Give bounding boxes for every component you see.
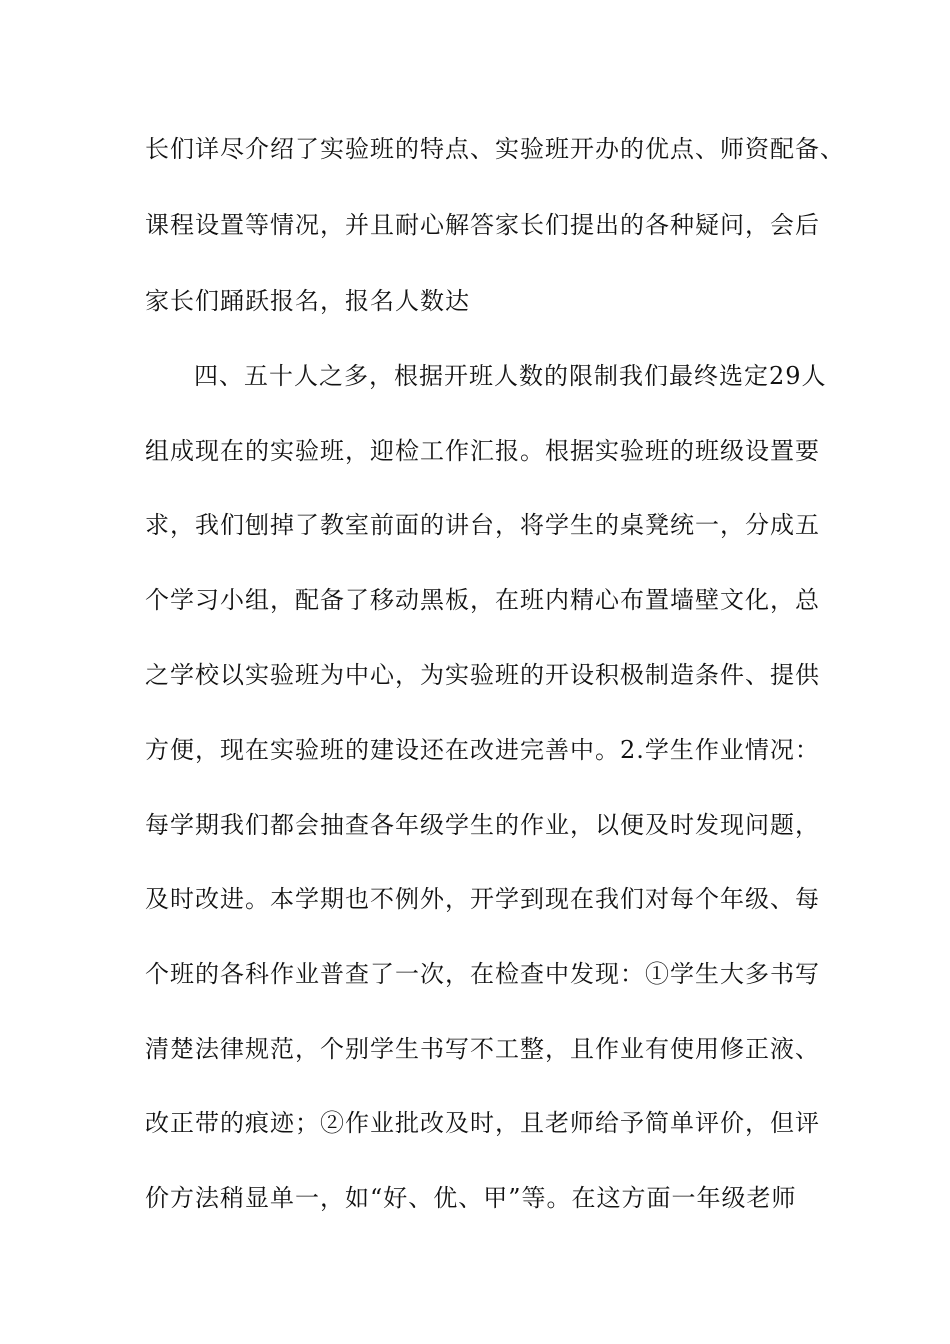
text-line: 价方法稍显单一，如“好、优、甲”等。在这方面一年级老师 [145, 1184, 797, 1212]
text-line: 改正带的痕迹；②作业批改及时，且老师给予简单评价，但评 [145, 1109, 820, 1137]
text-line: 方便，现在实验班的建设还在改进完善中。2.学生作业情况： [145, 736, 820, 764]
text-line: 每学期我们都会抽查各年级学生的作业，以便及时发现问题， [145, 811, 820, 839]
text-line: 求，我们刨掉了教室前面的讲台，将学生的桌凳统一，分成五 [145, 511, 820, 539]
text-line: 课程设置等情况，并且耐心解答家长们提出的各种疑问，会后 [145, 211, 820, 239]
text-line: 及时改进。本学期也不例外，开学到现在我们对每个年级、每 [145, 885, 820, 913]
text-line: 清楚法律规范，个别学生书写不工整，且作业有使用修正液、 [145, 1035, 820, 1063]
text-line: 长们详尽介绍了实验班的特点、实验班开办的优点、师资配备、 [145, 135, 845, 163]
text-line: 家长们踊跃报名，报名人数达 [145, 287, 470, 315]
text-line: 之学校以实验班为中心，为实验班的开设积极制造条件、提供 [145, 661, 820, 689]
paragraph-first-line: 四、五十人之多，根据开班人数的限制我们最终选定29人 [194, 362, 827, 390]
text-line: 个班的各科作业普查了一次，在检查中发现：①学生大多书写 [145, 960, 820, 988]
text-line: 个学习小组，配备了移动黑板，在班内精心布置墙壁文化，总 [145, 586, 820, 614]
text-line: 组成现在的实验班，迎检工作汇报。根据实验班的班级设置要 [145, 437, 820, 465]
